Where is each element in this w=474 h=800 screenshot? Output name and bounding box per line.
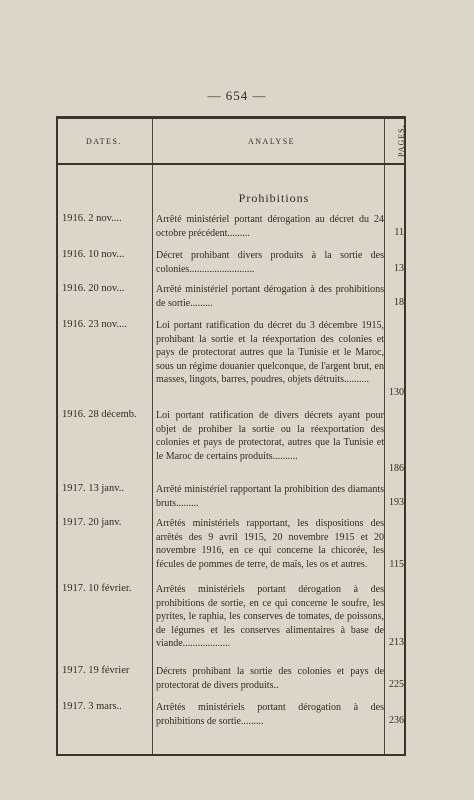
entry-analysis: Arrêtés ministériels rapportant, les dispositions des arrêtés des 9 avril 1915, 20 novembre 1915 et 20 novembre 1916, en ce qui concerne la chicorée, les fécules de pommes de terre, de maïs, les os et autres.: [156, 518, 384, 570]
index-table: [56, 116, 406, 756]
entry-date: 1917. 10 février.: [62, 583, 132, 594]
entry-analysis: Arrêtés ministériels portant dérogation à des prohibitions de sortie.........: [156, 702, 384, 727]
column-divider-dates: [152, 119, 153, 754]
header-pages: PAGES.: [397, 124, 406, 157]
entry-analysis: Loi portant ratification du décret du 3 décembre 1915, prohibant la sortie et la réexportation des colonies et pays de protectorat autres que la Tunisie et le Maroc, sous un régime douanier quelconque, de l'argent brut, en masses, lingots, barres, poudres, objets détruits..........: [156, 320, 384, 385]
entry-date: 1916. 10 nov...: [62, 249, 125, 260]
page-number: — 654 —: [207, 88, 267, 103]
header-rule: [58, 163, 404, 165]
entry-page: 115: [389, 559, 404, 570]
entry-date: 1916. 28 décemb.: [62, 409, 137, 420]
entry-date: 1917. 13 janv..: [62, 483, 125, 494]
entry-analysis: Décret prohibant divers produits à la sortie des colonies..........................: [156, 250, 384, 275]
entry-date: 1916. 20 nov...: [62, 283, 125, 294]
entry-analysis: Arrêtés ministériels portant dérogation à des prohibitions de sortie, en ce qui concerne le soufre, les pyrites, le raphia, les conserves de tomates, de poissons, de légumes et les conserves alimentaires à base de viande...................: [156, 584, 384, 649]
entry-analysis: Arrêté ministériel portant dérogation au décret du 24 octobre précédent.........: [156, 214, 384, 239]
entry-analysis: Loi portant ratification de divers décrets ayant pour objet de prohiber la sortie ou la réexportation des colonies et pays de protectorat, autres que la Tunisie et le Maroc de certains produits..........: [156, 410, 384, 462]
entry-page: 11: [394, 227, 404, 238]
entry-page: 236: [389, 715, 404, 726]
entry-page: 193: [389, 497, 404, 508]
entry-page: 225: [389, 679, 404, 690]
entry-analysis: Arrêté ministériel portant dérogation à des prohibitions de sortie.........: [156, 284, 384, 309]
entry-date: 1917. 20 janv.: [62, 517, 122, 528]
column-divider-pages: [384, 119, 385, 754]
entry-analysis: Décrets prohibant la sortie des colonies et pays de protectorat de divers produits..: [156, 666, 384, 691]
header-analyse: ANALYSE: [248, 137, 296, 146]
entry-page: 130: [389, 387, 404, 398]
entry-date: 1916. 23 nov....: [62, 319, 127, 330]
section-title: Prohibitions: [238, 191, 310, 205]
entry-date: 1916. 2 nov....: [62, 213, 122, 224]
entry-page: 186: [389, 463, 404, 474]
entry-date: 1917. 19 février: [62, 665, 130, 676]
header-dates: DATES.: [86, 137, 122, 146]
entry-date: 1917. 3 mars..: [62, 701, 122, 712]
entry-analysis: Arrêté ministériel rapportant la prohibition des diamants bruts.........: [156, 484, 384, 509]
entry-page: 18: [394, 297, 404, 308]
entry-page: 213: [389, 637, 404, 648]
entry-page: 13: [394, 263, 404, 274]
